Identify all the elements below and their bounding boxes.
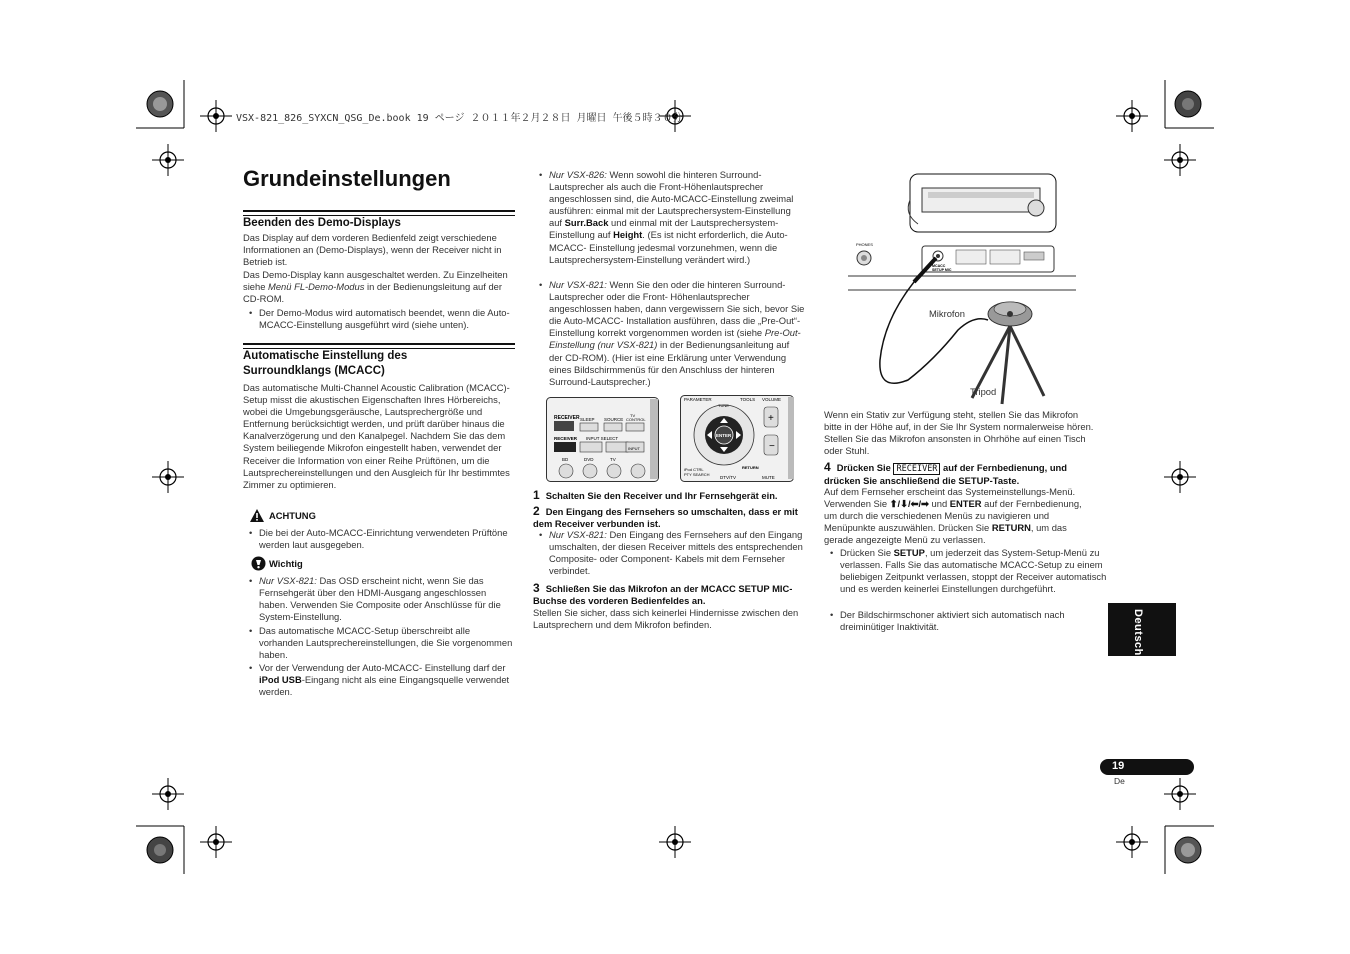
step-3-paragraph: Stellen Sie sicher, dass sich keinerlei Hindernisse zwischen den Lautsprechern und dem Mikrofon befinden. [533, 607, 799, 631]
step-3: 3 Schließen Sie das Mikrofon an der MCACC SETUP MIC-Buchse des vorderen Bedienfeldes an. [533, 581, 793, 607]
panel-label-setup-mic: SETUP MIC [932, 268, 952, 272]
demo-paragraph-1: Das Display auf dem vorderen Bedienfeld zeigt verschiedene Informationen an (Demo-Displays), wenn der Receiver nicht in Betrieb ist. [243, 232, 502, 268]
step-1: 1 Schalten Sie den Receiver und Ihr Fernsehgerät ein. [533, 488, 778, 502]
vsx826-bullet: • Nur VSX-826: Wenn sowohl die hinteren Surround-Lautsprecher als auch die Front-Höhenlautsprecher angeschlossen sind, die Auto-MCACC-Einstellung zweimal ausführen: einmal mit der Lautsprechersystem-Einstellung auf Surr.Back und einmal mit der Lautsprechersystem- Einstellung auf Height. (Es ist nicht erforderlich, die Auto-MCACC- Einstellung jedesmal vorzunehmen, wenn die Lautsprechersystem-Einstellung verändert wird.) [533, 169, 805, 266]
remote-label-enter: ENTER [716, 433, 732, 438]
step-2-bullet: • Nur VSX-821: Den Eingang des Fernsehers auf den Eingang umschalten, der diesen Receiver mittels des entsprechenden Composite- oder Component- Kabels mit dem Fernseher verbindet. [533, 529, 805, 577]
svg-text:+: + [768, 413, 774, 424]
important-bullet-2: • Das automatische MCACC-Setup überschreibt alle vorhanden Lautsprechereinstellungen, die Sie vorgenommen haben. [243, 625, 515, 661]
remote-label-receiver-2: RECEIVER [554, 436, 578, 441]
vsx821-bullet: • Nur VSX-821: Wenn Sie den oder die hinteren Surround-Lautsprecher oder die Front- Höhenlautsprecher angeschlossen haben, dann vergewissern Sie sich, bevor Sie die Auto-MCACC- Installation ausführen, dass die „Pre-Out“-Einstellung korrekt vorgenommen worden ist (siehe Pre-Out-Einstellung (nur VSX-821) in der Bedienungsanleitung auf der CD-ROM). (Hier ist eine Erklärung unter Verwendung eines Bildschirmmenüs für den Anschluss der hinteren Surround-Lautsprecher.) [533, 279, 805, 388]
remote-label-tune: TUNE [718, 403, 729, 408]
remote-label-mute: MUTE [762, 475, 775, 480]
remote-label-ipod-ctrl: iPod CTRL [684, 467, 704, 472]
remote-label-volume: VOLUME [762, 397, 782, 402]
demo-menu-reference: Menü FL-Demo-Modus [268, 281, 365, 293]
remote-label-tools: TOOLS [740, 397, 756, 402]
remote-label-tv: TV [610, 457, 616, 462]
demo-bullet-1: • Der Demo-Modus wird automatisch beendet, wenn die Auto-MCACC-Einstellung ausgeführt wird (siehe unten). [243, 307, 515, 331]
step-4-paragraph: Auf dem Fernseher erscheint das Systemeinstellungs-Menü. Verwenden Sie ⬆/⬇/⬅/➡ und ENTER auf der Fernbedienung, um durch die verschiedenen Menüs zu navigieren und Menüpunkte auszuwählen. Drücken Sie RETURN, um das gerade angezeigte Menü zu verlassen. [824, 486, 1082, 546]
remote-label-return: RETURN [742, 465, 759, 470]
remote-label-dvd: DVD [584, 457, 594, 462]
important-label: Wichtig [269, 558, 303, 569]
panel-label-mcacc: MCACC [932, 264, 946, 268]
remote-label-input: INPUT [628, 446, 640, 451]
tripod-label: Tripod [970, 386, 997, 397]
section-title-demo: Beenden des Demo-Displays [243, 217, 401, 229]
remote-label-tv-control-2: CONTROL [626, 417, 646, 422]
remote-label-pty-search: PTY SEARCH [684, 472, 710, 477]
caution-bullet-1: • Die bei der Auto-MCACC-Einrichtung verwendeten Prüftöne werden laut ausgegeben. [243, 527, 515, 551]
remote-label-input-select: INPUT SELECT [586, 436, 619, 441]
section-title-mcacc-1: Automatische Einstellung des [243, 350, 408, 362]
panel-label-phones: PHONES [856, 242, 873, 247]
important-bullet-3: • Vor der Verwendung der Auto-MCACC- Einstellung darf der iPod USB-Eingang nicht als eine Eingangsquelle verwendet werden. [243, 662, 515, 698]
mcacc-paragraph: Das automatische Multi-Channel Acoustic Calibration (MCACC)-Setup misst die akustischen Eigenschaften Ihres Hörbereichs, wobei die Umgebungsgeräusche, Lautsprechergröße und Entfernung berücksichtigt werden, und prüft darüber hinaus die Kanalverzögerung und den Kanalpegel. Nachdem Sie das dem System beiliegende Mikrofon eingestellt haben, verwendet der Receiver die Information von einer Reihe Prüftönen, um die Lautsprechereinstellungen und den Ausgleich für Ihr bestimmtes Zimmer zu optimieren. [243, 382, 510, 490]
remote-label-bd: BD [562, 457, 569, 462]
important-icon [251, 556, 266, 571]
step-2: 2 Den Eingang des Fernsehers so umschalten, dass er mit dem Receiver verbunden ist. [533, 504, 798, 530]
file-header: VSX-821_826_SYXCN_QSG_De.book 19 ページ ２０１１年２月２８日 月曜日 午後５時３０分 [236, 113, 683, 124]
page-number: 19 [1100, 759, 1194, 775]
warning-icon [249, 508, 265, 523]
page-language-code: De [1114, 776, 1125, 786]
svg-text:−: − [769, 441, 775, 452]
setup-bullet-1: • Drücken Sie SETUP, um jederzeit das System-Setup-Menü zu verlassen. Falls Sie das automatische MCACC-Setup zu einem beliebigen Zeitpunkt verlassen, stoppt der Receiver automatisch und es werden keinerlei Einstellungen durchgeführt. [824, 547, 1110, 595]
section-title-mcacc-2: Surroundklangs (MCACC) [243, 365, 385, 377]
remote-label-source: SOURCE [604, 417, 624, 422]
remote-label-tv-control-1: TV [630, 413, 636, 418]
microphone-label: Mikrofon [929, 308, 965, 319]
caution-label: ACHTUNG [269, 510, 316, 521]
language-tab: Deutsch [1108, 603, 1176, 656]
important-bullet-1: • Nur VSX-821: Das OSD erscheint nicht, wenn Sie das Fernsehgerät über den HDMI-Ausgang angeschlossen haben. Verwenden Sie Composite oder Anschlüsse für die System-Einstellung. [243, 575, 515, 623]
remote-label-receiver: RECEIVER [554, 415, 580, 421]
remote-label-sleep: SLEEP [580, 417, 595, 422]
step-4: 4 Drücken Sie RECEIVER auf der Fernbedienung, und drücken Sie anschließend die SETUP-Taste. [824, 460, 1067, 487]
microphone-paragraph: Wenn ein Stativ zur Verfügung steht, stellen Sie das Mikrofon bitte in der Höhe auf, in der Sie Ihr System normalerweise hören. Stellen Sie das Mikrofon ansonsten in Ohrhöhe auf einen Tisch oder Stuhl. [824, 409, 1094, 457]
remote-illustration-receiver [546, 397, 661, 482]
page-title: Grundeinstellungen [243, 166, 451, 191]
remote-label-parameter: PARAMETER [684, 397, 712, 402]
receiver-key: RECEIVER [893, 463, 940, 475]
remote-illustration-navigation [680, 395, 795, 482]
remote-label-dtv-tv: DTV/TV [720, 475, 737, 480]
setup-bullet-2: • Der Bildschirmschoner aktiviert sich automatisch nach dreiminütiger Inaktivität. [824, 609, 1110, 633]
demo-paragraph-2: Das Demo-Display kann ausgeschaltet werden. Zu Einzelheiten siehe Menü FL-Demo-Modus in der Bedienungsleitung auf der CD-ROM. [243, 269, 508, 305]
mcacc-microphone-figure [848, 170, 1078, 405]
